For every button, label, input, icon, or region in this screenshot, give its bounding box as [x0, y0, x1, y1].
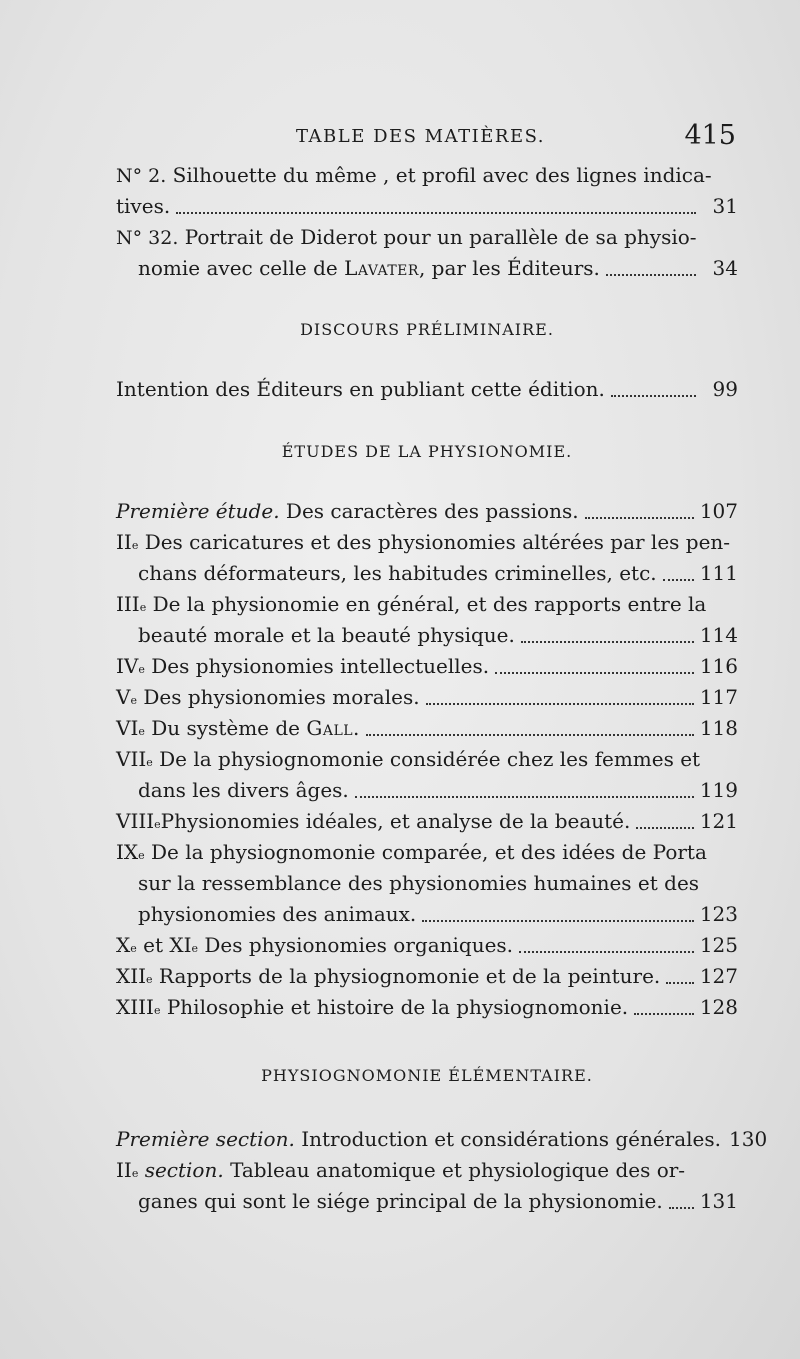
entry-ordinal: VII	[116, 747, 147, 771]
entry-text-line: tives.	[116, 194, 171, 218]
entry-text-line: Silhouette du même , et profil avec des lignes indica-	[172, 163, 712, 187]
entry-page: 119	[699, 778, 738, 802]
entry-page: 116	[699, 654, 738, 678]
entry-label: section.	[144, 1158, 224, 1182]
entry-smallcaps-name: Gall.	[306, 716, 360, 740]
entry-label: N° 2.	[116, 165, 167, 187]
page-number: 415	[684, 120, 736, 151]
entry-ordinal: II	[116, 1158, 132, 1182]
toc-entry-intention	[116, 374, 738, 405]
entry-text-line: par les Éditeurs.	[431, 256, 600, 280]
entry-ordinal: XIII	[116, 995, 154, 1019]
entry-ordinal: et XI	[143, 933, 192, 957]
entry-page: 118	[699, 716, 738, 740]
entry-ordinal: XII	[116, 964, 147, 988]
entry-text-line: Des physionomies morales.	[143, 685, 420, 709]
dot-leader	[521, 641, 694, 643]
dot-leader	[422, 920, 694, 922]
entry-page: 123	[699, 902, 738, 926]
entry-ordinal: X	[116, 933, 131, 957]
entry-page: 34	[712, 256, 738, 280]
entry-ordinal: II	[116, 530, 132, 554]
dot-leader	[606, 274, 696, 276]
entry-text-line: Intention des Éditeurs en publiant cette édition.	[116, 377, 605, 401]
toc-entry-etudes: Première étude. Des caractères des passions. 107 II e Des caricatures et des physionomies altérées par les pen- chans déformateurs, les habitudes criminelles, etc. 111 III e De la physionomie en général, et des rapports entre la beauté morale et la beauté physique. 114 IV e Des physionomies intellectuelles. 116 V e Des physionomies morales. 117 VI e Du système de Gall. 118 VII e De la physiognomonie considérée chez les femmes et dans les divers âges. 119 VIII e Physionomies idéales, et analyse de la beauté. 121 IX e De la physiognomonie comparée, et des idées de Porta sur la ressemblance des physionomies humaines et des physionomies des animaux. 123 X e et XI e Des physionomies organiques. 125 XII e Rapports de la physiognomonie et de la peinture. 127 XIII e Philosophie et histoire de la physiognomonie. 128	[116, 496, 738, 1023]
entry-page: 121	[699, 809, 738, 833]
entry-label: Première étude.	[116, 499, 280, 523]
entry-ordinal: VIII	[116, 809, 155, 833]
dot-leader	[426, 703, 694, 705]
toc-entry-plate-2	[116, 160, 738, 222]
toc-entry-elementaire: Première section. Introduction et considérations générales. 130 II e section. Tableau anatomique et physiologique des or- ganes qui sont le siége principal de la physionomie. 131	[116, 1124, 738, 1217]
running-head	[116, 120, 738, 154]
entry-text-line: Des caricatures et des physionomies altérées par les pen-	[144, 530, 731, 554]
dot-leader	[611, 395, 696, 397]
entry-page: 117	[699, 685, 738, 709]
entry-page: 125	[699, 933, 738, 957]
entry-page: 111	[699, 561, 738, 585]
entry-page: 130	[729, 1127, 768, 1151]
entry-ordinal: IX	[116, 840, 139, 864]
entry-text-line: Introduction et considérations générales.	[301, 1127, 722, 1151]
entry-ordinal: IV	[116, 654, 139, 678]
dot-leader	[634, 1013, 694, 1015]
entry-text-line: ganes qui sont le siége principal de la physionomie.	[138, 1189, 663, 1213]
entry-text-line: Tableau anatomique et physiologique des or-	[230, 1158, 686, 1182]
entry-smallcaps-name: Lavater	[344, 256, 419, 280]
entry-page: 128	[699, 995, 738, 1019]
dot-leader	[669, 1207, 694, 1209]
entry-text-line: Du système de	[151, 716, 300, 740]
entry-ordinal: V	[116, 685, 131, 709]
entry-text-line: sur la ressemblance des physionomies humaines et des	[138, 871, 700, 895]
entry-text-line: Des caractères des passions.	[285, 499, 579, 523]
dot-leader	[585, 517, 694, 519]
toc-entry-plate-32: N° 32. Portrait de Diderot pour un parallèle de sa physio- nomie avec celle de Lavater , par les Éditeurs. 34	[116, 222, 738, 284]
entry-label: N° 32.	[116, 227, 179, 249]
entry-text-line: nomie avec celle de	[138, 256, 338, 280]
entry-ordinal: III	[116, 592, 140, 616]
entry-text-line: Portrait de Diderot pour un parallèle de sa physio-	[184, 225, 697, 249]
entry-text-line: Des physionomies organiques.	[204, 933, 514, 957]
section-heading-discours: DISCOURS PRÉLIMINAIRE.	[300, 320, 554, 339]
entry-page: 99	[712, 377, 738, 401]
running-head-title: TABLE DES MATIÈRES.	[296, 126, 545, 147]
entry-text-line: De la physiognomonie considérée chez les femmes et	[159, 747, 701, 771]
dot-leader	[636, 827, 693, 829]
entry-page: 31	[712, 194, 738, 218]
entry-ordinal: VI	[116, 716, 139, 740]
entry-page: 114	[699, 623, 738, 647]
dot-leader	[176, 212, 696, 214]
entry-page: 107	[699, 499, 738, 523]
dot-leader	[663, 579, 694, 581]
section-heading-etudes: ÉTUDES DE LA PHYSIONOMIE.	[281, 442, 573, 461]
dot-leader	[495, 672, 694, 674]
section-heading-elementaire: PHYSIOGNOMONIE ÉLÉMENTAIRE.	[261, 1066, 593, 1085]
dot-leader	[519, 951, 694, 953]
entry-text-line: Des physionomies intellectuelles.	[151, 654, 490, 678]
dot-leader	[666, 982, 694, 984]
entry-text-line: Philosophie et histoire de la physiognomonie.	[166, 995, 629, 1019]
entry-text-line: physionomies des animaux.	[138, 902, 417, 926]
entry-text-line: Physionomies idéales, et analyse de la beauté.	[160, 809, 631, 833]
entry-text-line: De la physionomie en général, et des rapports entre la	[152, 592, 707, 616]
entry-text-line: Rapports de la physiognomonie et de la peinture.	[158, 964, 661, 988]
entry-page: 131	[699, 1189, 738, 1213]
entry-text-line: chans déformateurs, les habitudes criminelles, etc.	[138, 561, 657, 585]
dot-leader	[366, 734, 694, 736]
entry-label: Première section.	[116, 1127, 295, 1151]
dot-leader	[355, 796, 694, 798]
entry-text-line: De la physiognomonie comparée, et des idées de Porta	[151, 840, 707, 864]
entry-page: 127	[699, 964, 738, 988]
entry-text-line: beauté morale et la beauté physique.	[138, 623, 515, 647]
entry-text-line: dans les divers âges.	[138, 778, 349, 802]
